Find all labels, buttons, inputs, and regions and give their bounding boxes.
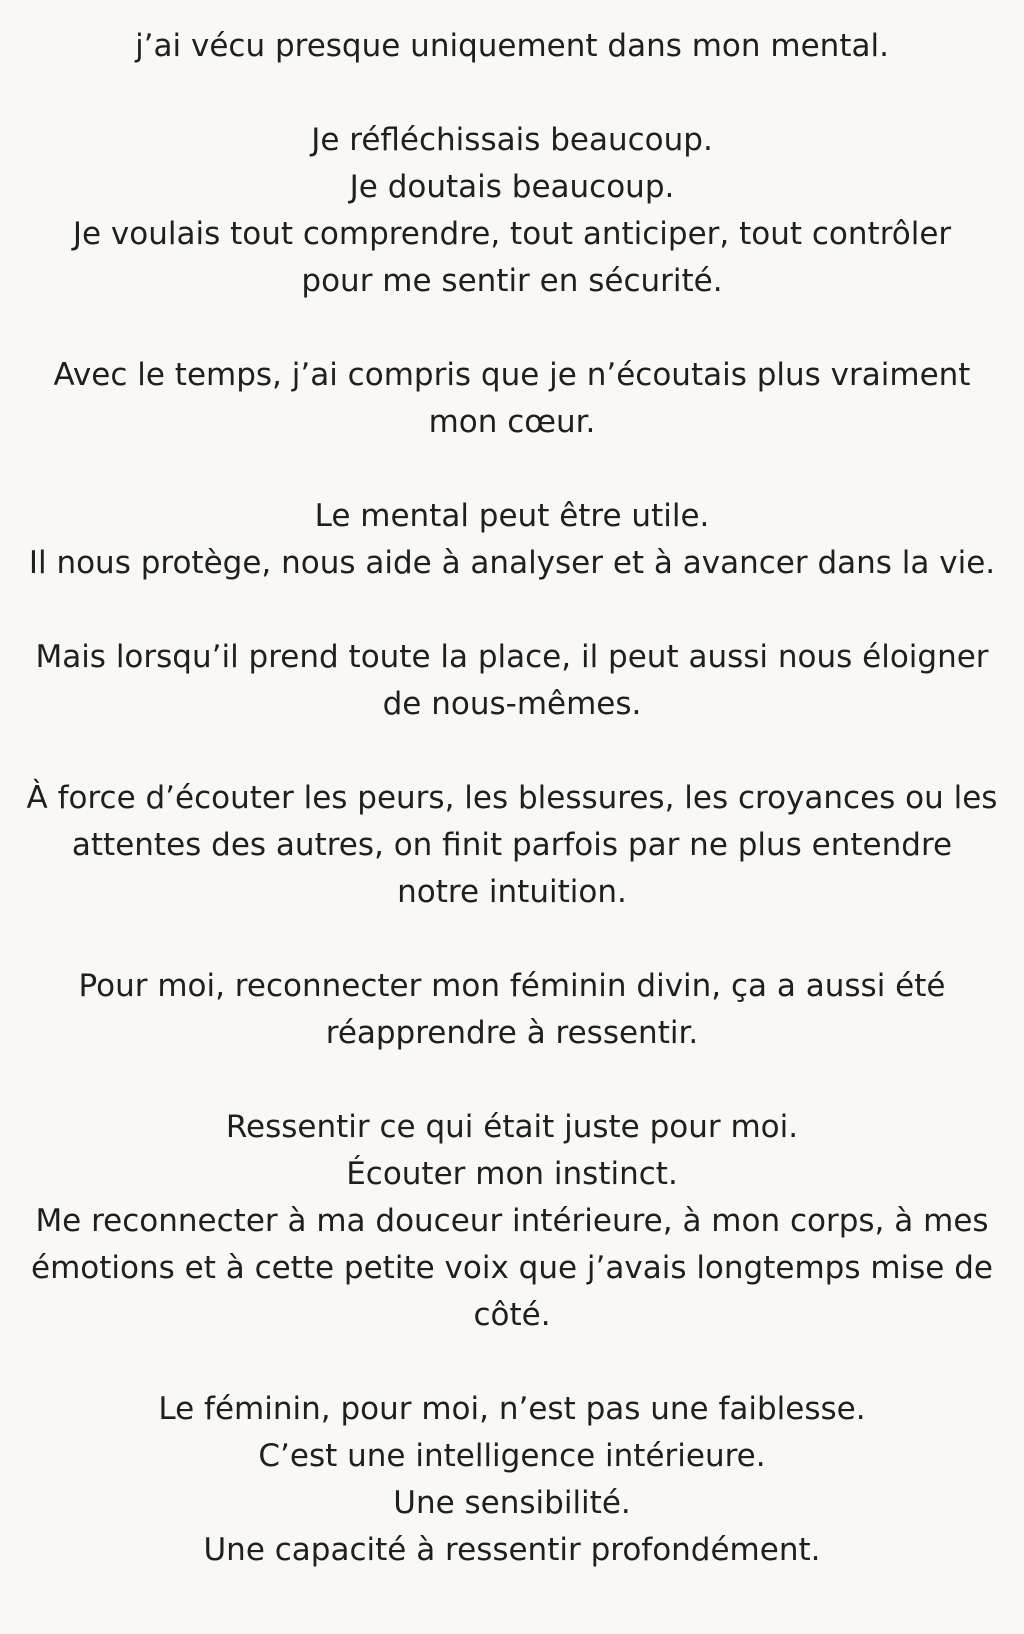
text-line: Il nous protège, nous aide à analyser et à avancer dans la vie. bbox=[28, 545, 996, 581]
text-line: Je doutais beaucoup. bbox=[349, 169, 675, 205]
text-line: attentes des autres, on finit parfois par ne plus entendre bbox=[71, 827, 953, 863]
text-line: émotions et à cette petite voix que j’avais longtemps mise de bbox=[31, 1250, 993, 1286]
text-line: Le féminin, pour moi, n’est pas une faiblesse. bbox=[158, 1391, 866, 1427]
text-line: Mais lorsqu’il prend toute la place, il peut aussi nous éloigner bbox=[35, 639, 989, 675]
text-line: de nous-mêmes. bbox=[382, 686, 642, 722]
text-line: Avec le temps, j’ai compris que je n’écoutais plus vraiment bbox=[53, 357, 971, 393]
text-line: Pour moi, reconnecter mon féminin divin, ça a aussi été bbox=[78, 968, 946, 1004]
text-line: mon cœur. bbox=[428, 404, 596, 440]
text-line: Une sensibilité. bbox=[393, 1485, 631, 1521]
text-line: côté. bbox=[473, 1297, 551, 1333]
text-line: j’ai vécu presque uniquement dans mon mental. bbox=[135, 28, 889, 64]
text-line: notre intuition. bbox=[397, 874, 627, 910]
text-line: Une capacité à ressentir profondément. bbox=[203, 1532, 821, 1568]
text-line: Le mental peut être utile. bbox=[314, 498, 710, 534]
text-line: Je voulais tout comprendre, tout anticiper, tout contrôler bbox=[72, 216, 952, 252]
text-line: pour me sentir en sécurité. bbox=[301, 263, 723, 299]
text-line: Écouter mon instinct. bbox=[346, 1156, 678, 1192]
text-line: Je réfléchissais beaucoup. bbox=[311, 122, 713, 158]
text-line: réapprendre à ressentir. bbox=[325, 1015, 699, 1051]
text-line: Ressentir ce qui était juste pour moi. bbox=[225, 1109, 799, 1145]
text-line: Me reconnecter à ma douceur intérieure, à mon corps, à mes bbox=[35, 1203, 989, 1239]
text-line: C’est une intelligence intérieure. bbox=[258, 1438, 766, 1474]
text-line: À force d’écouter les peurs, les blessures, les croyances ou les bbox=[26, 780, 998, 816]
